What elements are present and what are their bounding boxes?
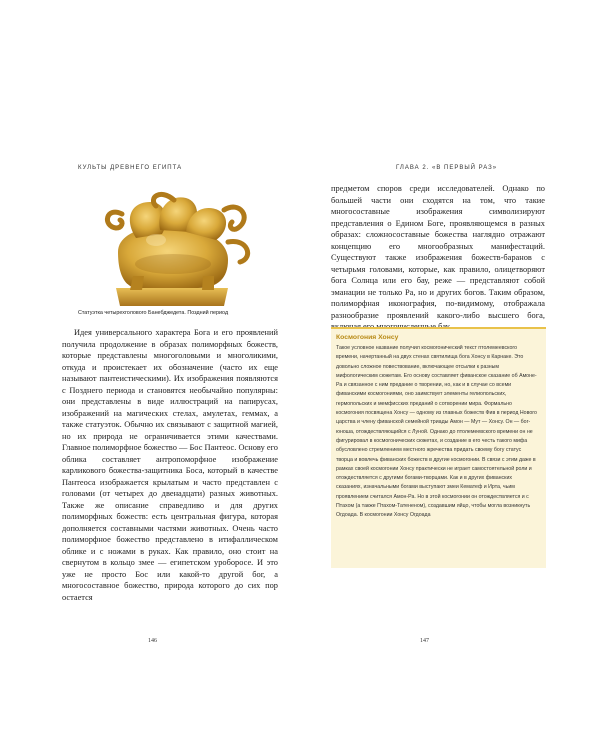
sidebar-title: Космогония Хонсу — [336, 334, 399, 341]
running-head-right: ГЛАВА 2. «В ПЕРВЫЙ РАЗ» — [396, 165, 498, 171]
right-page — [300, 0, 600, 750]
running-head-left: КУЛЬТЫ ДРЕВНЕГО ЕГИПТА — [78, 165, 183, 171]
sidebar-body: Такое условное название получил космогонический текст птолемеевского времени, начертанный на двух стенах святилища бога Хонсу в Карнаке. Это довольно сложное повествование, включающее отсылки к разным мифологическим сюжетам. Его основу составляет фиванское сказание об Амоне-Ра и связанное с ним предание о творении, но, как и в случае со всеми фиванскими космогониями, оно заимствует элементы гелиопольских, гермопольских и мемфисских преданий о сотворении мира. Формально космогония посвящена Хонсу — одному из главных божеств Фив в период Нового царства и члену фиванской семейной триады Амон — Мут — Хонсу. Он — бог-юноша, отождествляющийся с Луной. Однако до птолемеевского времени он не фигурировал в космогонических сюжетах, и создание в его честь такого мифа обусловлено стремлением местного жречества придать своему богу статус творца и вовлечь фиванских божеств в другие космогонии. В связи с этим даже в рамках своей космогонии Хонсу практически не играет самостоятельной роли и отождествляется с другими богами-творцами. Как и в других фиванских сказаниях, изначальными богами выступают змеи Кематеф и Ирта, чьим проявлением считался Амон-Ра. Но в этой космогонии он отождествляется и с Птахом (а также Птахом-Татененом), создавшим яйцо, чтобы могла возникнуть Огдоада. В космогонии Хонсу Огдоада — [336, 345, 537, 519]
page-number-left: 146 — [148, 638, 157, 644]
right-body-text: предметом споров среди исследователей. Однако по большей части они сходятся на том, что такие многосоставные изображения символизируют представления о Едином Боге, проявляющемся в разных образах: сложносоставные божества наглядно отражают концепцию его многообразных манифестаций. Существуют также изображения божеств-баранов с четырьмя головами, которые, как правило, олицетворяют бога Солнца или его бау, реже — представляют собой эманации не только Ра, но и других богов. Таким образом, полиморфная иконография, по-видимому, отображала разнообразие проявлений какого-либо высшего бога, — [331, 184, 545, 320]
sidebar-box — [331, 327, 546, 568]
page-number-right: 147 — [420, 638, 429, 644]
left-body-text: Идея универсального характера Бога и его проявлений получила продолжение в образах полиморфных божеств, которые представлены многоголовыми и многоликими, откуда и проистекает их обозначение (часто их еще называют пантеистическими). Их изображения появляются с Позднего периода и становятся необычайно популярны: они представлены в виде иллюстраций на папирусах, изображений на магических стелах, амулетах, геммах, а также статуэток. Обычно их связывают с защитной магией, но их природа не ограничивается этими качествами. Главное полиморфное божество — Бос Пантеос. Основу его облика составляет антропоморфное изображение карликового божества-защитника Боса, который в качестве Пантеоса изображается крылатым и часто представлен с головами (от четырех до двенадцати) разных животных. Также же описание справедливо и для других полиморфных божеств: есть центральная фигура, которая дополняется составными частями животных. Очень часто полиморфное божество представлено в итифаллическом облике и с ножами в руках. Как правило, оно стоит на свернутом в кольцо змее — египетском уроборосе. И это уже не просто Бос или какой-то другой бог, а многосоставное божество, природа которого до сих пор остается — [62, 328, 278, 602]
figure-caption: Статуэтка четырехголового Банебджедета. Поздний период — [78, 310, 229, 316]
golden-ram-statuette-icon — [78, 180, 268, 310]
